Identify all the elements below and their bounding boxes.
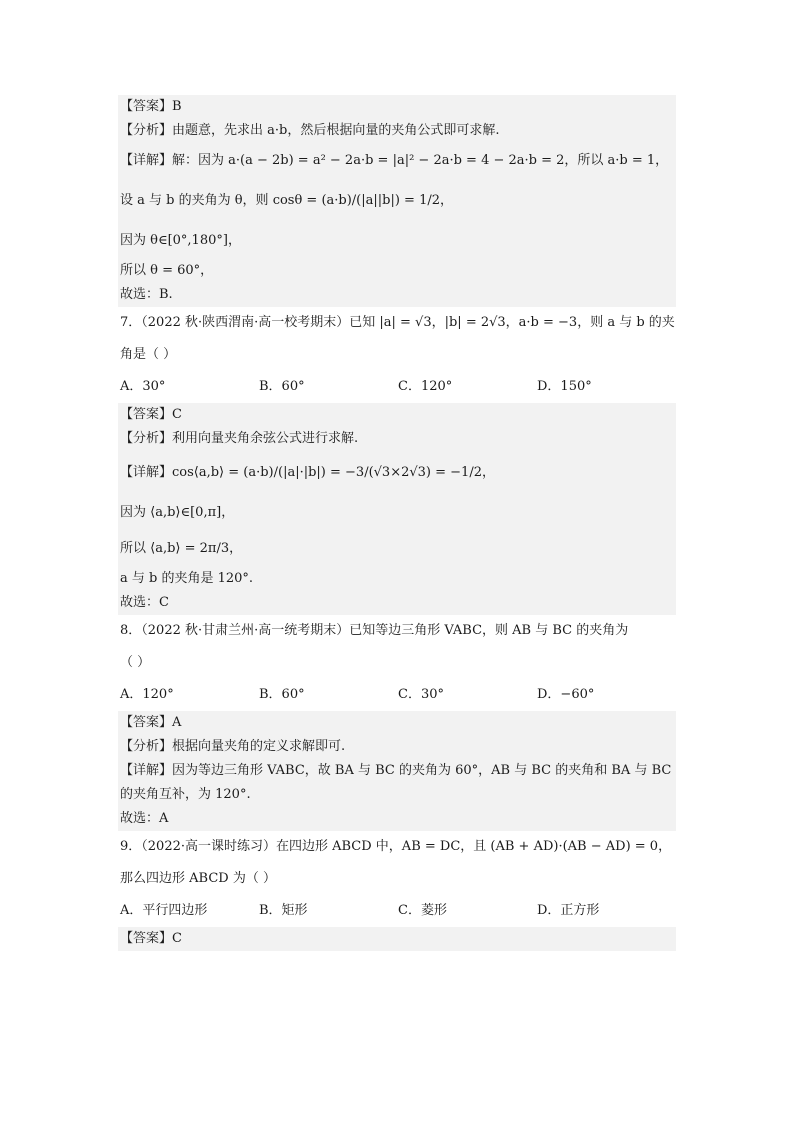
solution-step: 所以 ⟨a,b⟩ = 2π/3， <box>120 541 243 556</box>
option-c: C．30° <box>398 687 444 702</box>
option-b: B．矩形 <box>259 903 308 918</box>
solution-step: 因为 ⟨a,b⟩∈[0,π]， <box>120 505 235 520</box>
options-row <box>118 371 676 403</box>
question-stem: 那么四边形 ABCD 为（ ） <box>120 871 276 886</box>
answer-line: 【答案】C <box>120 407 182 422</box>
question-stem: 9．（2022·高一课时练习）在四边形 ABCD 中，AB = DC，且 (AB + AD)·(AB − AD) = 0， <box>120 839 672 854</box>
answer-line: 【答案】A <box>120 715 182 730</box>
analysis-line: 【分析】利用向量夹角余弦公式进行求解. <box>120 431 359 446</box>
option-d: D．−60° <box>537 687 595 702</box>
q6-solution-block <box>118 95 676 307</box>
q9-solution-block <box>118 927 676 951</box>
option-d: D．150° <box>537 379 592 394</box>
option-a: A．30° <box>120 379 166 394</box>
solution-step: a 与 b 的夹角是 120°. <box>120 571 254 586</box>
question-stem: （ ） <box>120 655 151 670</box>
solution-step: 因为 θ∈[0°,180°]， <box>120 233 241 248</box>
detail-line: 的夹角互补，为 120°. <box>120 787 251 802</box>
detail-line: 【详解】因为等边三角形 VABC，故 BA 与 BC 的夹角为 60°，AB 与 BC 的夹角和 BA 与 BC <box>120 763 672 778</box>
conclusion-line: 故选：C <box>120 595 169 610</box>
document-page <box>118 95 676 951</box>
option-a: A．平行四边形 <box>120 903 208 918</box>
solution-step: 所以 θ = 60°， <box>120 263 214 278</box>
option-d: D．正方形 <box>537 903 600 918</box>
detail-line: 【详解】cos⟨a,b⟩ = (a·b)/(|a|·|b|) = −3/(√3×2√3) = −1/2， <box>120 465 495 480</box>
option-a: A．120° <box>120 687 174 702</box>
option-b: B．60° <box>259 379 305 394</box>
detail-line: 【详解】解：因为 a·(a − 2b) = a² − 2a·b = |a|² − 2a·b = 4 − 2a·b = 2，所以 a·b = 1， <box>120 153 669 168</box>
analysis-line: 【分析】根据向量夹角的定义求解即可. <box>120 739 346 754</box>
analysis-line: 【分析】由题意，先求出 a·b，然后根据向量的夹角公式即可求解. <box>120 123 500 138</box>
option-c: C．菱形 <box>398 903 447 918</box>
conclusion-line: 故选：A <box>120 811 169 826</box>
solution-step: 设 a 与 b 的夹角为 θ，则 cosθ = (a·b)/(|a||b|) = 1/2， <box>120 193 453 208</box>
q8-solution-block <box>118 711 676 831</box>
question-stem: 角是（ ） <box>120 347 177 362</box>
answer-line: 【答案】C <box>120 931 182 946</box>
question-9 <box>118 831 676 927</box>
question-stem: 7．（2022 秋·陕西渭南·高一校考期末）已知 |a| = √3，|b| = 2√3，a·b = −3，则 a 与 b 的夹 <box>120 315 675 330</box>
question-8 <box>118 615 676 711</box>
q7-solution-block <box>118 403 676 615</box>
options-row <box>118 679 676 711</box>
question-stem: 8．（2022 秋·甘肃兰州·高一统考期末）已知等边三角形 VABC，则 AB 与 BC 的夹角为 <box>120 623 629 638</box>
answer-line: 【答案】B <box>120 99 182 114</box>
option-b: B．60° <box>259 687 305 702</box>
option-c: C．120° <box>398 379 453 394</box>
question-7 <box>118 307 676 403</box>
conclusion-line: 故选：B. <box>120 287 173 302</box>
options-row <box>118 895 676 927</box>
